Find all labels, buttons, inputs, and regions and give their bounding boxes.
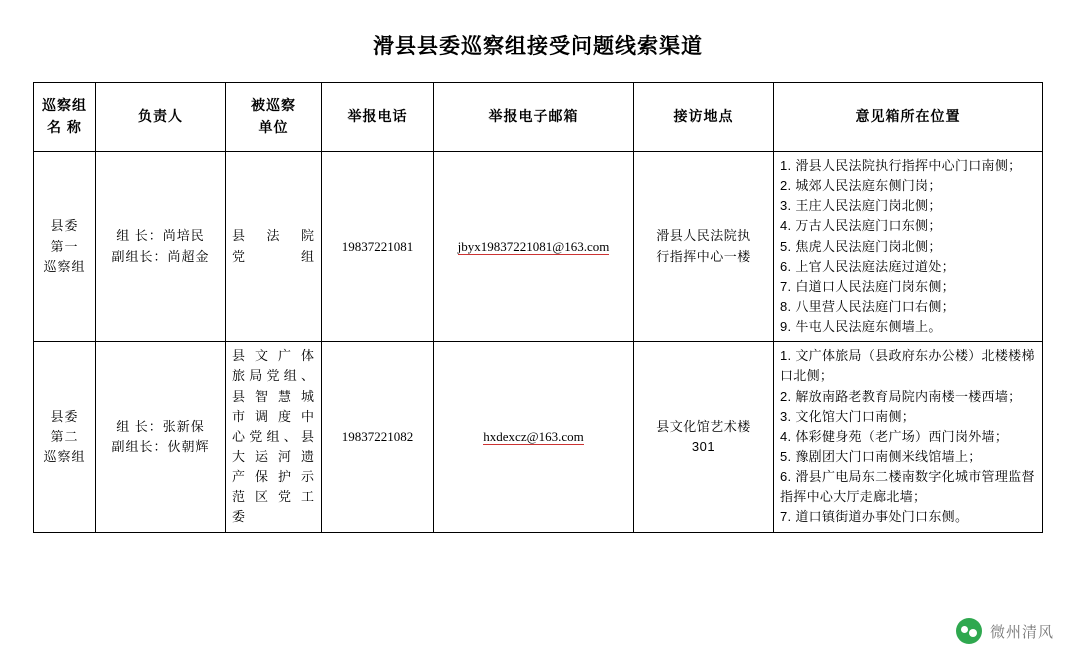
email-value: hxdexcz@163.com [483,428,584,444]
cell-inspected-unit [226,152,322,342]
unit-line5: 心党组、县 [232,428,315,444]
cell-report-phone: 19837221082 [322,342,434,532]
cell-box-locations [774,342,1043,532]
column-header-unit-line2: 单位 [258,119,289,135]
unit-line9: 委 [232,509,247,525]
place-line2: 行指挥中心一楼 [656,248,751,264]
unit-line6: 大运河遗 [232,448,315,464]
column-header-group-line1: 巡察组 [42,97,87,114]
column-header-phone [322,83,434,152]
column-header-email-line1: 举报电子邮箱 [488,108,579,125]
group-name-line2: 第一 [50,238,79,254]
table-row [34,342,1043,532]
group-name-line1: 县委 [50,218,79,234]
list-item: 9. 牛屯人民法庭东侧墙上。 [780,319,942,335]
list-item: 4. 万古人民法庭门口东侧； [780,218,942,234]
place-line1: 县文化馆艺术楼 [656,418,751,434]
box-location-list [780,346,1036,527]
column-header-email [434,83,634,152]
wechat-icon [956,618,982,644]
list-item: 6. 上官人民法庭法庭过道处； [780,258,955,274]
list-item: 5. 焦虎人民法庭门岗北侧； [780,238,942,254]
channels-table [33,82,1043,533]
list-item: 5. 豫剧团大门口南侧米线馆墙上； [780,448,982,464]
table-header-row [34,83,1043,152]
cell-group-name [34,342,96,532]
cell-report-email [434,342,634,532]
leader-line2: 副组长：尚超金 [111,248,210,264]
cell-group-name [34,152,96,342]
cell-reception-place [634,342,774,532]
box-location-list [780,156,1036,337]
column-header-place-line1: 接访地点 [673,108,734,125]
list-item: 3. 文化馆大门口南侧； [780,408,916,424]
cell-leaders [96,342,226,532]
unit-line7: 产保护示 [232,469,315,485]
column-header-box-location [774,83,1043,152]
list-item: 2. 解放南路老教育局院内南楼一楼西墙； [780,388,1022,404]
list-item: 8. 八里营人民法庭门口右侧； [780,298,955,314]
place-line1: 滑县人民法院执 [656,228,751,244]
column-header-box-location-line1: 意见箱所在位置 [855,108,961,125]
column-header-place [634,83,774,152]
list-item: 4. 体彩健身苑（老广场）西门岗外墙； [780,428,1009,444]
table-row [34,152,1043,342]
group-name-line1: 县委 [50,408,79,424]
list-item: 2. 城郊人民法庭东侧门岗； [780,178,942,194]
watermark [956,618,1054,644]
cell-box-locations [774,152,1043,342]
column-header-group-line2: 名 称 [47,119,82,135]
cell-report-phone: 19837221081 [322,152,434,342]
list-item: 6. 滑县广电局东二楼南数字化城市管理监督指挥中心大厅走廊北墙； [780,469,1035,505]
column-header-leader-line1: 负责人 [138,108,183,125]
cell-leaders [96,152,226,342]
column-header-unit [226,83,322,152]
group-name-line3: 巡察组 [43,448,86,464]
list-item: 1. 滑县人民法院执行指挥中心门口南侧； [780,158,1022,173]
table-body [34,152,1043,533]
leader-line2: 副组长：伙朝辉 [111,438,210,454]
watermark-text: 微州清风 [989,623,1054,641]
column-header-leader [96,83,226,152]
cell-reception-place [634,152,774,342]
list-item: 1. 文广体旅局（县政府东办公楼）北楼楼梯口北侧； [780,348,1035,384]
cell-report-email [434,152,634,342]
unit-line3: 县智慧城 [232,388,315,404]
group-name-line2: 第二 [50,428,79,444]
column-header-phone-line1: 举报电话 [347,108,408,125]
cell-inspected-unit [226,342,322,532]
column-header-group [34,83,96,152]
column-header-unit-line1: 被巡察 [251,97,296,114]
list-item: 7. 道口镇街道办事处门口东侧。 [780,509,969,525]
list-item: 7. 白道口人民法庭门岗东侧； [780,278,955,294]
unit-line4: 市调度中 [232,408,315,424]
list-item: 3. 王庄人民法庭门岗北侧； [780,198,942,214]
email-value: jbyx19837221081@163.com [457,238,610,254]
page-title: 滑县县委巡察组接受问题线索渠道 [373,34,703,58]
place-line2: 301 [691,438,716,454]
group-name-line3: 巡察组 [43,258,86,274]
table-header [34,83,1043,152]
unit-line1: 县文广体 [232,348,315,364]
unit-line2: 党组 [232,248,315,264]
leader-line1: 组 长：尚培民 [116,228,205,244]
unit-line1: 县法院 [232,228,315,244]
leader-line1: 组 长：张新保 [116,418,205,434]
unit-line8: 范区党工 [232,489,315,505]
unit-line2: 旅局党组、 [232,368,315,384]
